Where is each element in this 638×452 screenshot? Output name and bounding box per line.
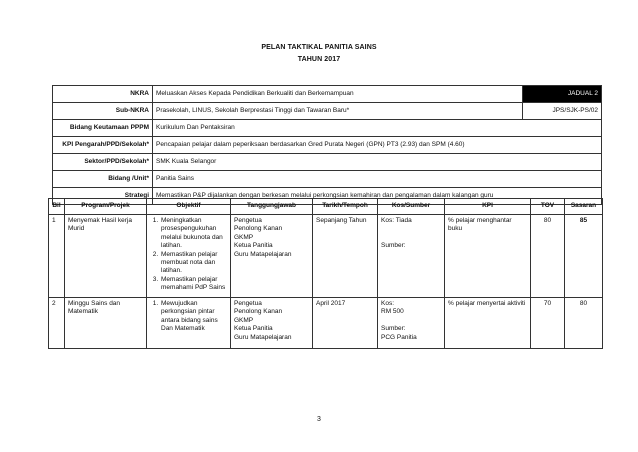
row-tov: 70 <box>531 298 565 349</box>
responsible-person: Guru Matapelajaran <box>234 250 292 258</box>
col-header-program: Program/Projek <box>65 199 147 215</box>
col-header-tov: TOV <box>531 199 565 215</box>
header-row-sektor <box>53 154 602 171</box>
header-row-subnkra <box>53 103 602 120</box>
plan-table-header <box>49 199 603 215</box>
responsible-person: Pengetua <box>234 217 262 224</box>
kos-value: RM 500 <box>381 308 404 316</box>
col-header-kos: Kos/Sumber <box>378 199 445 215</box>
row-tarikh: Sepanjang Tahun <box>313 215 378 298</box>
row-kpi: % pelajar menghantar buku <box>445 215 531 298</box>
sektor-label: Sektor/PPD/Sekolah* <box>53 154 153 171</box>
responsible-person: Penolong Kanan <box>234 308 283 316</box>
kpi-value: Pencapaian pelajar dalam peperiksaan berdasarkan Gred Purata Negeri (GPN) PT3 (2.93) dan SPM (4.60) <box>153 137 602 154</box>
row-bil: 2 <box>49 298 65 349</box>
kos-label: Kos: <box>381 300 395 307</box>
page-number: 3 <box>317 416 321 423</box>
responsible-person: GKMP <box>234 316 254 324</box>
responsible-person: GKMP <box>234 233 254 241</box>
responsible-person: Ketua Panitia <box>234 242 273 250</box>
subnkra-value: Prasekolah, LINUS, Sekolah Berprestasi Tinggi dan Tawaran Baru* <box>153 103 523 120</box>
unit-value: Panitia Sains <box>153 171 602 188</box>
row-program: Menyemak Hasil kerja Murid <box>65 215 147 298</box>
col-header-bil: Bil <box>49 199 65 215</box>
responsible-person: Penolong Kanan <box>234 225 283 233</box>
header-row-nkra <box>53 86 602 103</box>
jadual-badge: JADUAL 2 <box>523 86 602 103</box>
document-title: PELAN TAKTIKAL PANITIA SAINS <box>261 44 377 51</box>
row-kos <box>378 298 445 349</box>
responsible-person: Pengetua <box>234 300 262 307</box>
nkra-label: NKRA <box>53 86 153 103</box>
unit-label: Bidang /Unit* <box>53 171 153 188</box>
plan-table <box>48 198 603 349</box>
document-subtitle: TAHUN 2017 <box>297 56 341 63</box>
row-bil: 1 <box>49 215 65 298</box>
kos-label: Kos: Tiada <box>381 217 412 224</box>
sumber-label: Sumber: <box>381 242 406 250</box>
row-tov: 80 <box>531 215 565 298</box>
objektif-item: 1. Mewujudkan perkongsian pintar antara bidang sains Dan Matematik <box>160 300 227 334</box>
bidang-value: Kurikulum Dan Pentaksiran <box>153 120 602 137</box>
table-row <box>49 215 603 298</box>
table-row <box>49 298 603 349</box>
objektif-item: 1. Meningkatkan prosespengukuhan melalui bukunota dan latihan. <box>160 217 227 251</box>
row-sasaran: 85 <box>565 215 603 298</box>
responsible-person: Guru Matapelajaran <box>234 333 292 341</box>
row-tanggungjawab <box>231 215 313 298</box>
header-row-bidang <box>53 120 602 137</box>
col-header-sasaran: Sasaran <box>565 199 603 215</box>
row-sasaran: 80 <box>565 298 603 349</box>
col-header-kpi: KPI <box>445 199 531 215</box>
row-objektif <box>147 298 231 349</box>
header-row-unit <box>53 171 602 188</box>
strategi-label: Strategi <box>53 188 153 205</box>
objektif-item: 3. Memastikan pelajar memahami PdP Sains <box>160 276 227 293</box>
kpi-label: KPI Pengarah/PPD/Sekolah* <box>53 137 153 154</box>
nkra-value: Meluaskan Akses Kepada Pendidikan Berkualiti dan Berkemampuan <box>153 86 523 103</box>
sektor-value: SMK Kuala Selangor <box>153 154 602 171</box>
reference-code: JPS/SJK-PS/02 <box>523 103 602 120</box>
bidang-label: Bidang Keutamaan PPPM <box>53 120 153 137</box>
row-kpi: % pelajar menyertai aktiviti <box>445 298 531 349</box>
sumber-value: PCG Panitia <box>381 333 417 341</box>
row-program: Minggu Sains dan Matematik <box>65 298 147 349</box>
row-tarikh: April 2017 <box>313 298 378 349</box>
responsible-person: Ketua Panitia <box>234 325 273 333</box>
col-header-tanggungjawab: Tanggungjawab <box>231 199 313 215</box>
row-tanggungjawab <box>231 298 313 349</box>
header-row-kpi <box>53 137 602 154</box>
row-kos <box>378 215 445 298</box>
sumber-label: Sumber: <box>381 325 406 333</box>
header-table <box>52 85 602 205</box>
row-objektif <box>147 215 231 298</box>
subnkra-label: Sub-NKRA <box>53 103 153 120</box>
objektif-item: 2. Memastikan pelajar membuat nota dan latihan. <box>160 251 227 276</box>
strategi-value: Memastikan P&P dijalankan dengan berkesan melalui perkongsian kemahiran dan pengalaman dalam kalangan guru <box>153 188 602 205</box>
col-header-tarikh: Tarikh/Tempoh <box>313 199 378 215</box>
col-header-objektif: Objektif <box>147 199 231 215</box>
